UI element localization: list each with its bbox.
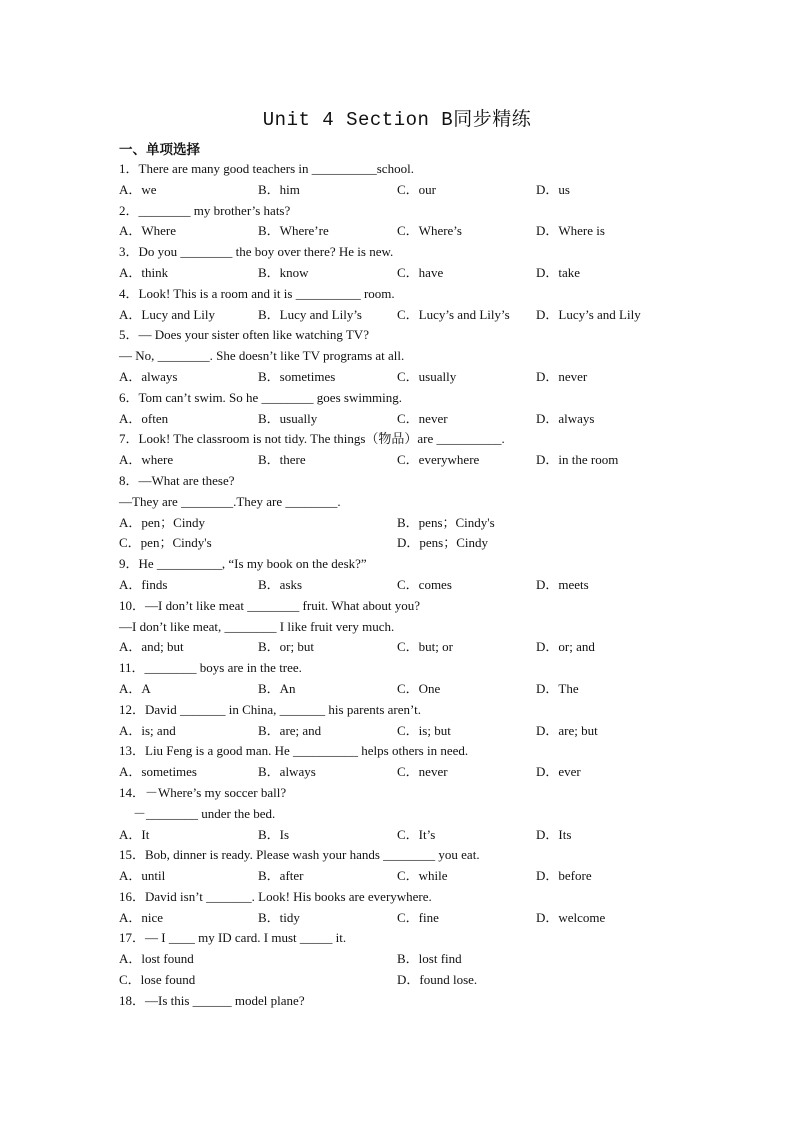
answer-option: A．think	[119, 264, 169, 280]
answer-option: C．have	[397, 264, 444, 280]
answer-option: D．always	[536, 410, 595, 426]
question-text: 4．Look! This is a room and it is __________ room.	[119, 285, 395, 301]
answer-option: D．found lose.	[397, 972, 478, 988]
answer-option: C．is; but	[397, 722, 451, 738]
question-text: 18．—Is this ______ model plane?	[119, 992, 305, 1008]
options-row	[119, 637, 679, 658]
answer-option: C．but; or	[397, 639, 453, 655]
answer-option: D．or; and	[536, 639, 595, 655]
question-text: 16．David isn’t _______. Look! His books are everywhere.	[119, 888, 432, 904]
options-row	[119, 180, 679, 201]
answer-option: B．there	[258, 452, 306, 468]
answer-option: C．pen；Cindy's	[119, 535, 212, 551]
options-row	[119, 367, 679, 388]
answer-option: D．are; but	[536, 722, 598, 738]
answer-option: B．Is	[258, 826, 290, 842]
question-text: 3．Do you ________ the boy over there? He is new.	[119, 244, 394, 260]
answer-option: C．never	[397, 410, 448, 426]
answer-option: D．Where is	[536, 223, 605, 239]
answer-option: A．lost found	[119, 951, 194, 967]
answer-option: B．usually	[258, 410, 318, 426]
options-row	[119, 970, 679, 991]
answer-option: B．An	[258, 680, 296, 696]
answer-option: D．us	[536, 181, 570, 197]
answer-option: C．usually	[397, 368, 457, 384]
options-row	[119, 263, 679, 284]
answer-option: C．It’s	[397, 826, 436, 842]
answer-option: D．welcome	[536, 909, 606, 925]
answer-option: C．Lucy’s and Lily’s	[397, 306, 510, 322]
section-heading: 一、单项选择	[119, 142, 200, 158]
question-text: 7．Look! The classroom is not tidy. The things（物品）are __________.	[119, 431, 505, 447]
question-text: 15．Bob, dinner is ready. Please wash your hands ________ you eat.	[119, 847, 480, 863]
answer-option: C．lose found	[119, 972, 196, 988]
question-text: 9．He __________, “Is my book on the desk?”	[119, 556, 367, 572]
answer-option: B．asks	[258, 576, 303, 592]
answer-option: B．or; but	[258, 639, 314, 655]
options-row	[119, 721, 679, 742]
options-row	[119, 221, 679, 242]
answer-option: C．Where’s	[397, 223, 462, 239]
answer-option: B．him	[258, 181, 300, 197]
answer-option: C．One	[397, 680, 441, 696]
question-text: 11．________ boys are in the tree.	[119, 660, 302, 676]
answer-option: A．where	[119, 452, 174, 468]
answer-option: B．know	[258, 264, 309, 280]
answer-option: D．never	[536, 368, 588, 384]
answer-option: B．lost find	[397, 951, 462, 967]
question-text: 6．Tom can’t swim. So he ________ goes swimming.	[119, 389, 403, 405]
answer-option: A．we	[119, 181, 157, 197]
options-row	[119, 825, 679, 846]
answer-option: B．sometimes	[258, 368, 336, 384]
answer-option: D．Its	[536, 826, 572, 842]
answer-option: B．Lucy and Lily’s	[258, 306, 362, 322]
options-row	[119, 866, 679, 887]
answer-option: A．until	[119, 868, 166, 884]
options-row	[119, 409, 679, 430]
options-row	[119, 305, 679, 326]
answer-option: D．meets	[536, 576, 589, 592]
answer-option: D．pens；Cindy	[397, 535, 489, 551]
answer-option: B．after	[258, 868, 304, 884]
options-row	[119, 762, 679, 783]
answer-option: C．never	[397, 764, 448, 780]
options-row	[119, 533, 679, 554]
options-row	[119, 679, 679, 700]
answer-option: A．always	[119, 368, 178, 384]
question-text: 13．Liu Feng is a good man. He __________ helps others in need.	[119, 743, 469, 759]
answer-option: B．tidy	[258, 909, 300, 925]
answer-option: D．ever	[536, 764, 581, 780]
question-text: — No, ________. She doesn’t like TV programs at all.	[119, 348, 405, 364]
question-text: —I don’t like meat, ________ I like fruit very much.	[119, 618, 395, 634]
answer-option: D．take	[536, 264, 581, 280]
question-text: 2．________ my brother’s hats?	[119, 202, 291, 218]
answer-option: C．comes	[397, 576, 452, 592]
options-row	[119, 908, 679, 929]
answer-option: D．before	[536, 868, 592, 884]
options-row	[119, 513, 679, 534]
answer-option: A．Where	[119, 223, 177, 239]
answer-option: C．while	[397, 868, 448, 884]
answer-option: A．finds	[119, 576, 168, 592]
question-text: 10．—I don’t like meat ________ fruit. What about you?	[119, 597, 420, 613]
answer-option: C．our	[397, 181, 437, 197]
answer-option: B．pens；Cindy's	[397, 514, 495, 530]
answer-option: A．A	[119, 680, 151, 696]
document-title: Unit 4 Section B同步精练	[262, 109, 532, 131]
question-text: －________ under the bed.	[133, 805, 276, 821]
answer-option: D．Lucy’s and Lily	[536, 306, 641, 322]
answer-option: A．sometimes	[119, 764, 197, 780]
answer-option: C．everywhere	[397, 452, 480, 468]
question-text: 1．There are many good teachers in __________school.	[119, 161, 414, 176]
question-text: 5．— Does your sister often like watching TV?	[119, 327, 369, 343]
question-text: 17．— I ____ my ID card. I must _____ it.	[119, 930, 347, 946]
options-row	[119, 450, 679, 471]
answer-option: C．fine	[397, 909, 439, 925]
options-row	[119, 949, 679, 970]
question-text: 8．—What are these?	[119, 472, 235, 488]
answer-option: A．is; and	[119, 722, 176, 738]
question-text: —They are ________.They are ________.	[119, 493, 341, 509]
answer-option: B．are; and	[258, 722, 322, 738]
answer-option: B．Where’re	[258, 223, 329, 239]
answer-option: B．always	[258, 764, 316, 780]
answer-option: A．and; but	[119, 639, 184, 655]
question-text: 12．David _______ in China, _______ his parents aren’t.	[119, 701, 421, 717]
answer-option: A．It	[119, 826, 150, 842]
options-row	[119, 575, 679, 596]
answer-option: A．often	[119, 410, 169, 426]
answer-option: D．The	[536, 680, 579, 696]
answer-option: A．Lucy and Lily	[119, 306, 216, 322]
question-list	[119, 159, 679, 1012]
answer-option: D．in the room	[536, 452, 619, 468]
answer-option: A．pen；Cindy	[119, 514, 205, 530]
answer-option: A．nice	[119, 909, 164, 925]
question-text: 14．－Where’s my soccer ball?	[119, 784, 287, 800]
